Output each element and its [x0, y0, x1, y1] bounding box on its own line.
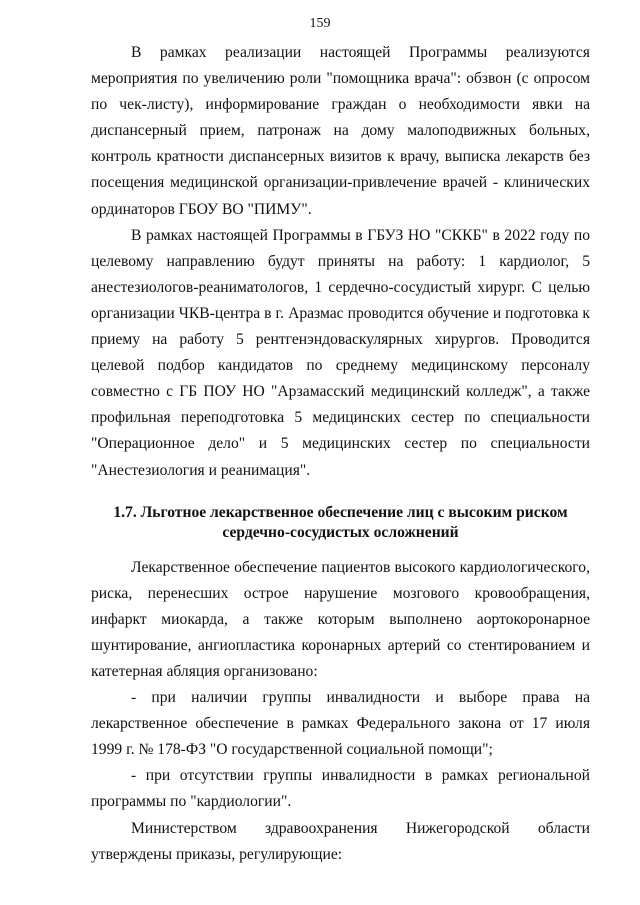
- list-item-no-disability: - при отсутствии группы инвалидности в рамках региональной программы по "кардиологии".: [91, 767, 590, 811]
- list-item-disability-group: - при наличии группы инвалидности и выборе права на лекарственное обеспечение в рамках Федерального закона от 17 июля 1999 г. № 178-ФЗ "О государственной социальной помощи";: [91, 689, 590, 759]
- paragraph-drug-provision: Лекарственное обеспечение пациентов высокого кардиологического, риска, перенесших острое нарушение мозгового кровообращения, инфаркт миокарда, а также которым выполнено аортокоронарное шунтирование, ангиопластика коронарных артерий со стентированием и катетерная абляция организовано:: [91, 558, 590, 680]
- section-heading-line-2: сердечно-сосудистых осложнений: [222, 523, 459, 541]
- section-heading-line-1: 1.7. Льготное лекарственное обеспечение лиц с высоким риском: [113, 503, 568, 521]
- section-heading: [91, 503, 590, 543]
- page-number: 159: [309, 16, 331, 31]
- document-body: [91, 40, 590, 868]
- paragraph-ministry-orders: Министерством здравоохранения Нижегородской области утверждены приказы, регулирующие:: [91, 819, 590, 863]
- paragraph-helper-role: В рамках реализации настоящей Программы реализуются мероприятия по увеличению роли "помощника врача": обзвон (с опросом по чек-листу), информирование граждан о необходимости явки на диспансерный прием, патронаж на дому малоподвижных больных, контроль кратности диспансерных визитов к врачу, выписка лекарств без посещения медицинской организации-привлечение врачей - клинических ординаторов ГБОУ ВО "ПИМУ".: [91, 44, 590, 218]
- paragraph-staff-hiring: В рамках настоящей Программы в ГБУЗ НО "СККБ" в 2022 году по целевому направлению будут приняты на работу: 1 кардиолог, 5 анестезиологов-реаниматологов, 1 сердечно-сосудистый хирург. С целью организации ЧКВ-центра в г. Аразмас проводится обучение и подготовка к приему на работу 5 рентгенэндоваскулярных хирургов. Проводится целевой подбор кандидатов по среднему медицинскому персоналу совместно с ГБ ПОУ НО "Арзамасский медицинский колледж", а также профильная переподготовка 5 медицинских сестер по специальности "Операционное дело" и 5 медицинских сестер по специальности "Анестезиология и реанимация".: [91, 226, 590, 479]
